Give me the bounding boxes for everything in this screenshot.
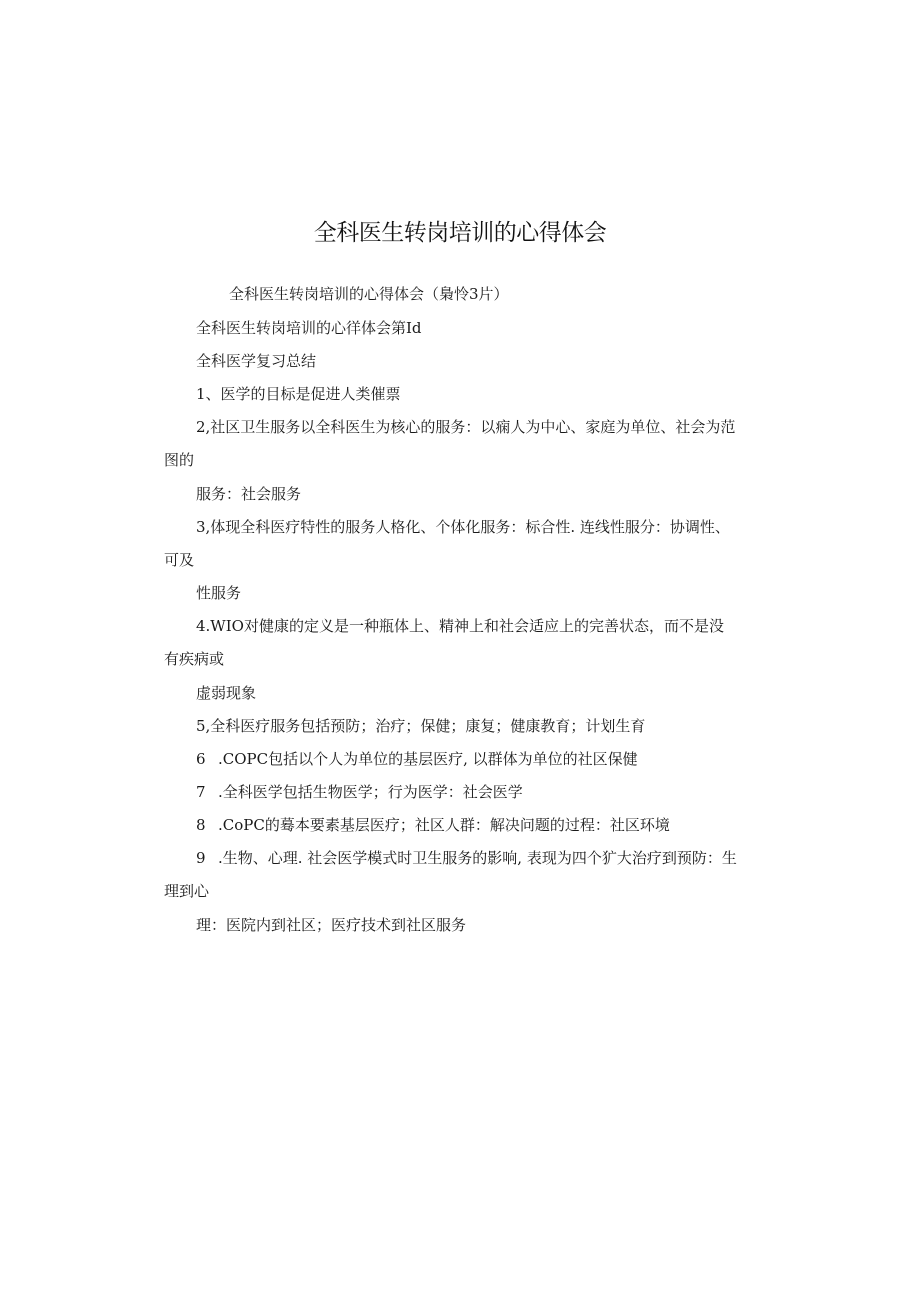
item-4-continuation-2: 虚弱现象	[196, 684, 257, 702]
summary-heading: 全科医学复习总结	[196, 352, 317, 370]
item-9-number: 9	[196, 849, 206, 867]
item-9	[196, 848, 737, 868]
item-5: 5,全科医疗服务包括预防；治疗；保健；康复；健康教育；计划生育	[196, 717, 646, 735]
item-9-continuation-2: 理：医院内到社区；医疗技术到社区服务	[196, 916, 467, 934]
document-subtitle: 全科医生转岗培训的心得体会（梟怜3片）	[229, 285, 509, 303]
item-3-continuation: 可及	[164, 551, 195, 569]
item-6-number: 6	[196, 750, 206, 768]
item-3-continuation-2: 性服务	[196, 584, 242, 602]
item-2-continuation: 图的	[164, 451, 195, 469]
item-6	[196, 749, 638, 769]
item-8	[196, 815, 670, 835]
item-2: 2,社区卫生服务以全科医生为核心的服务：以痫人为中心、家庭为单位、社会为范	[196, 418, 736, 436]
item-9-text: .生物、心理. 社会医学模式时卫生服务的影响, 表现为四个犷大治疗到预防：生	[218, 849, 737, 867]
item-2-continuation-2: 服务：社会服务	[196, 485, 302, 503]
item-4: 4.WIO对健康的定义是一种瓶体上、精神上和社会适应上的完善状态，而不是没	[196, 617, 724, 635]
item-9-continuation: 理到心	[164, 882, 210, 900]
item-7-text: .全科医学包括生物医学；行为医学：社会医学	[218, 783, 523, 801]
item-3: 3,体现全科医疗特性的服务人格化、个体化服务：标合性. 连线性服分：协调性、	[196, 518, 730, 536]
section-heading: 全科医生转岗培训的心徉体会第Id	[196, 319, 422, 337]
document-title: 全科医生转岗培训的心得体会	[313, 220, 607, 246]
item-7	[196, 782, 523, 802]
item-1: 1、医学的目标是促进人类催票	[196, 385, 401, 403]
item-8-number: 8	[196, 816, 206, 834]
item-8-text: .CoPC的蓦本要素基层医疗；社区人群：解决问题的过程：社区环境	[218, 816, 670, 834]
item-7-number: 7	[196, 783, 206, 801]
item-6-text: .COPC包括以个人为单位的基层医疗, 以群体为单位的社区保健	[218, 750, 638, 768]
item-4-continuation: 有疾病或	[164, 650, 225, 668]
